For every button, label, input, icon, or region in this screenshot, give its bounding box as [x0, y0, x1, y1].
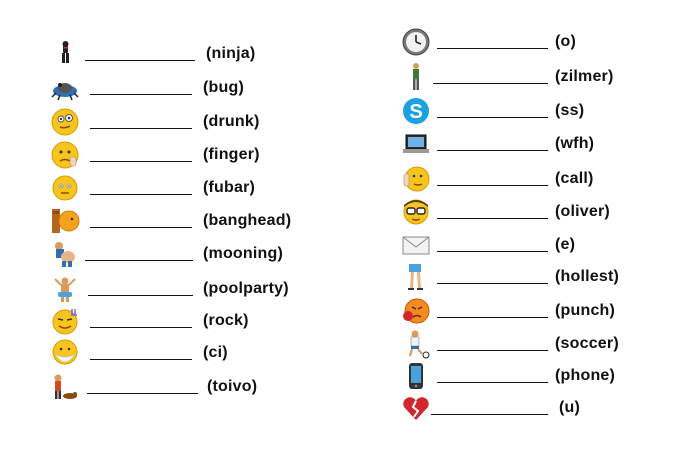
- broken-heart-icon: [401, 393, 431, 423]
- phone-icon: [401, 361, 431, 391]
- emoticon-code: (ninja): [206, 45, 256, 62]
- svg-text:S: S: [409, 101, 423, 123]
- worksheet-row-bug: [50, 73, 290, 103]
- clock-icon: [401, 27, 431, 57]
- worksheet-row-call: [401, 164, 651, 194]
- emoticon-code: (soccer): [555, 335, 619, 352]
- fubar-smiley-icon: [50, 173, 80, 203]
- hollest-legs-icon: [401, 262, 431, 292]
- answer-blank[interactable]: [437, 185, 548, 186]
- worksheet-row-zilmer: [401, 62, 651, 92]
- answer-blank[interactable]: [433, 83, 548, 84]
- answer-blank[interactable]: [437, 283, 548, 284]
- worksheet-row-fubar: [50, 173, 290, 203]
- worksheet-row-ci: [50, 338, 300, 368]
- banghead-smiley-icon: [50, 206, 80, 236]
- worksheet-row-poolparty: [50, 274, 300, 304]
- answer-blank[interactable]: [88, 295, 193, 296]
- emoticon-code: (ss): [555, 102, 585, 119]
- worksheet-row-punch: [401, 296, 651, 326]
- answer-blank[interactable]: [90, 94, 192, 95]
- worksheet-row-oliver: [401, 197, 651, 227]
- worksheet-row-soccer: [401, 329, 651, 359]
- emoticon-code: (hollest): [555, 268, 620, 285]
- mooning-figure-icon: [50, 239, 80, 269]
- answer-blank[interactable]: [437, 317, 548, 318]
- worksheet-row-o: [401, 27, 651, 57]
- worksheet-row-hollest: [401, 262, 651, 292]
- laptop-icon: [401, 129, 431, 159]
- zilmer-figure-icon: [401, 62, 431, 92]
- answer-blank[interactable]: [90, 128, 192, 129]
- ci-bearded-smiley-icon: [50, 338, 80, 368]
- emoticon-code: (e): [555, 236, 576, 253]
- emoticon-code: (o): [555, 33, 577, 50]
- drunk-smiley-icon: [50, 107, 80, 137]
- answer-blank[interactable]: [437, 382, 548, 383]
- emoticon-code: (mooning): [203, 245, 283, 262]
- envelope-icon: [401, 230, 431, 260]
- answer-blank[interactable]: [437, 150, 548, 151]
- emoticon-code: (punch): [555, 302, 616, 319]
- emoticon-code: (wfh): [555, 135, 595, 152]
- worksheet-row-e: [401, 230, 651, 260]
- punch-smiley-icon: [401, 296, 431, 326]
- answer-blank[interactable]: [90, 359, 192, 360]
- emoticon-code: (bug): [203, 79, 244, 96]
- poolparty-figure-icon: [50, 274, 80, 304]
- skype-logo-icon: [401, 96, 431, 126]
- finger-smiley-icon: [50, 140, 80, 170]
- oliver-glasses-smiley-icon: [401, 197, 431, 227]
- answer-blank[interactable]: [90, 161, 192, 162]
- answer-blank[interactable]: [87, 393, 198, 394]
- soccer-figure-icon: [401, 329, 431, 359]
- rock-smiley-icon: [50, 306, 80, 336]
- answer-blank[interactable]: [90, 227, 192, 228]
- worksheet-row-finger: [50, 140, 290, 170]
- worksheet-row-ninja: [50, 39, 290, 69]
- answer-blank[interactable]: [85, 260, 193, 261]
- emoticon-code: (finger): [203, 146, 260, 163]
- emoticon-code: (ci): [203, 344, 228, 361]
- emoticon-code: (banghead): [203, 212, 292, 229]
- toivo-figure-icon: [50, 372, 80, 402]
- emoticon-code: (zilmer): [555, 68, 614, 85]
- worksheet-row-phone: [401, 361, 651, 391]
- worksheet-row-u: [401, 393, 651, 423]
- answer-blank[interactable]: [437, 251, 548, 252]
- worksheet-row-toivo: [50, 372, 300, 402]
- bug-icon: [50, 73, 80, 103]
- ninja-icon: [50, 39, 80, 69]
- answer-blank[interactable]: [437, 350, 548, 351]
- answer-blank[interactable]: [85, 60, 195, 61]
- worksheet-row-drunk: [50, 107, 290, 137]
- worksheet-row-mooning: [50, 239, 300, 269]
- call-smiley-icon: [401, 164, 431, 194]
- worksheet-row-rock: [50, 306, 300, 336]
- emoticon-code: (fubar): [203, 179, 256, 196]
- emoticon-code: (toivo): [207, 378, 258, 395]
- answer-blank[interactable]: [431, 414, 548, 415]
- answer-blank[interactable]: [90, 327, 192, 328]
- worksheet-row-wfh: [401, 129, 651, 159]
- answer-blank[interactable]: [437, 48, 548, 49]
- emoticon-code: (phone): [555, 367, 616, 384]
- worksheet-row-banghead: [50, 206, 300, 236]
- emoticon-code: (oliver): [555, 203, 610, 220]
- emoticon-code: (rock): [203, 312, 249, 329]
- emoticon-code: (drunk): [203, 113, 260, 130]
- answer-blank[interactable]: [437, 117, 548, 118]
- emoticon-code: (poolparty): [203, 280, 289, 297]
- emoticon-code: (u): [559, 399, 581, 416]
- worksheet-row-ss: [401, 96, 651, 126]
- emoticon-code: (call): [555, 170, 594, 187]
- answer-blank[interactable]: [437, 218, 548, 219]
- answer-blank[interactable]: [90, 194, 192, 195]
